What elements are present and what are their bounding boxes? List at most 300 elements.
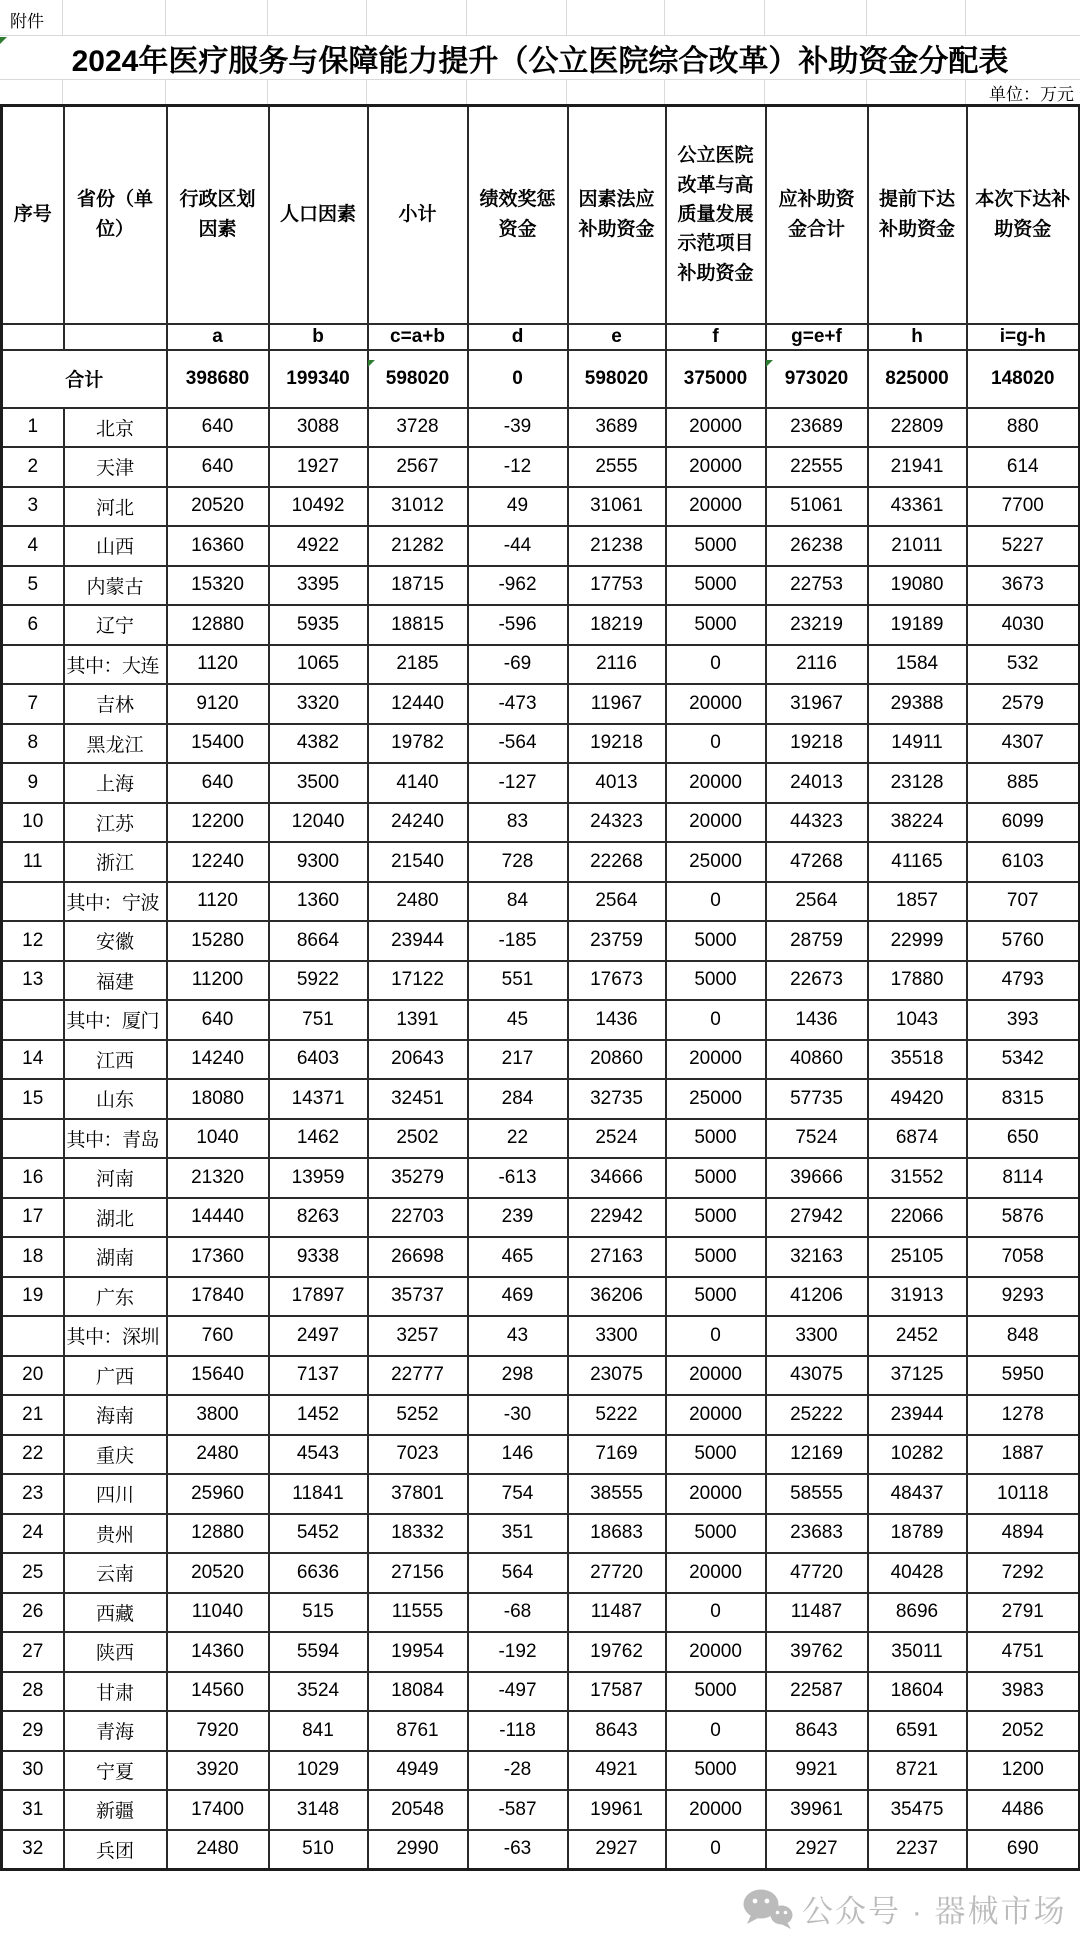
- value-cell: 83: [468, 803, 568, 843]
- seq-cell: 28: [2, 1672, 64, 1712]
- value-cell: 23944: [368, 921, 468, 961]
- value-cell: 690: [967, 1830, 1080, 1870]
- value-cell: 2480: [368, 882, 468, 922]
- value-cell: 7292: [967, 1553, 1080, 1593]
- total-row: [2, 350, 1080, 408]
- value-cell: 10282: [868, 1435, 967, 1475]
- value-cell: 5935: [269, 605, 368, 645]
- value-cell: 5950: [967, 1356, 1080, 1396]
- value-cell: 760: [167, 1316, 269, 1356]
- value-cell: 4751: [967, 1632, 1080, 1672]
- province-cell: 云南: [64, 1553, 167, 1593]
- value-cell: 15400: [167, 724, 269, 764]
- col-header-factor-method-fund: 因素法应补助资金: [568, 106, 666, 324]
- value-cell: 510: [269, 1830, 368, 1870]
- value-cell: 5876: [967, 1198, 1080, 1238]
- seq-cell: [2, 1119, 64, 1159]
- value-cell: 2564: [766, 882, 868, 922]
- value-cell: 2555: [568, 447, 666, 487]
- table-row: [2, 1000, 1080, 1040]
- table-row: [2, 1079, 1080, 1119]
- value-cell: 18789: [868, 1514, 967, 1554]
- value-cell: 35279: [368, 1158, 468, 1198]
- seq-cell: 26: [2, 1593, 64, 1633]
- province-cell: 贵州: [64, 1514, 167, 1554]
- value-cell: 6636: [269, 1553, 368, 1593]
- value-cell: -192: [468, 1632, 568, 1672]
- value-cell: 20520: [167, 487, 269, 527]
- province-cell: 广东: [64, 1277, 167, 1317]
- value-cell: 20548: [368, 1790, 468, 1830]
- value-cell: 18332: [368, 1514, 468, 1554]
- value-cell: -69: [468, 645, 568, 685]
- seq-cell: 29: [2, 1711, 64, 1751]
- table-row: [2, 1751, 1080, 1791]
- funding-table: [0, 104, 1080, 1871]
- value-cell: 4793: [967, 961, 1080, 1001]
- table-row: [2, 1119, 1080, 1159]
- value-cell: 469: [468, 1277, 568, 1317]
- watermark-text: 公众号 · 器械市场: [802, 1894, 1067, 1929]
- value-cell: 393: [967, 1000, 1080, 1040]
- value-cell: 640: [167, 447, 269, 487]
- table-row: [2, 1040, 1080, 1080]
- error-marker-icon: [766, 360, 773, 367]
- value-cell: 515: [269, 1593, 368, 1633]
- value-cell: 0: [666, 1316, 766, 1356]
- wechat-icon: [742, 1888, 794, 1930]
- col-header-province: 省份（单位）: [64, 106, 167, 324]
- value-cell: 2185: [368, 645, 468, 685]
- table-row: [2, 1672, 1080, 1712]
- value-cell: 47720: [766, 1553, 868, 1593]
- value-cell: 4486: [967, 1790, 1080, 1830]
- value-cell: 1278: [967, 1395, 1080, 1435]
- value-cell: 18084: [368, 1672, 468, 1712]
- value-cell: 12880: [167, 605, 269, 645]
- value-cell: 8263: [269, 1198, 368, 1238]
- table-row: [2, 1435, 1080, 1475]
- table-row: [2, 1553, 1080, 1593]
- value-cell: -473: [468, 684, 568, 724]
- value-cell: 1462: [269, 1119, 368, 1159]
- value-cell: 27163: [568, 1237, 666, 1277]
- value-cell: 35518: [868, 1040, 967, 1080]
- seq-cell: 15: [2, 1079, 64, 1119]
- value-cell: 24323: [568, 803, 666, 843]
- value-cell: 11487: [568, 1593, 666, 1633]
- seq-cell: [2, 1316, 64, 1356]
- value-cell: 38555: [568, 1474, 666, 1514]
- value-cell: 48437: [868, 1474, 967, 1514]
- table-row: [2, 1711, 1080, 1751]
- value-cell: 37125: [868, 1356, 967, 1396]
- value-cell: 17400: [167, 1790, 269, 1830]
- seq-cell: 7: [2, 684, 64, 724]
- formula-row: [2, 324, 1080, 350]
- seq-cell: 30: [2, 1751, 64, 1791]
- value-cell: 2116: [766, 645, 868, 685]
- value-cell: 27942: [766, 1198, 868, 1238]
- value-cell: 40860: [766, 1040, 868, 1080]
- province-cell: 河北: [64, 487, 167, 527]
- value-cell: 14440: [167, 1198, 269, 1238]
- value-cell: 23944: [868, 1395, 967, 1435]
- formula-cell: [2, 324, 64, 350]
- value-cell: -12: [468, 447, 568, 487]
- value-cell: 4382: [269, 724, 368, 764]
- formula-cell: d: [468, 324, 568, 350]
- table-row: [2, 961, 1080, 1001]
- province-cell: 兵团: [64, 1830, 167, 1870]
- table-row: [2, 447, 1080, 487]
- value-cell: 1200: [967, 1751, 1080, 1791]
- value-cell: 23219: [766, 605, 868, 645]
- value-cell: 8696: [868, 1593, 967, 1633]
- value-cell: 8643: [766, 1711, 868, 1751]
- table-row: [2, 921, 1080, 961]
- value-cell: 19782: [368, 724, 468, 764]
- value-cell: 17360: [167, 1237, 269, 1277]
- value-cell: 25105: [868, 1237, 967, 1277]
- value-cell: 2502: [368, 1119, 468, 1159]
- value-cell: 11967: [568, 684, 666, 724]
- province-cell: 陕西: [64, 1632, 167, 1672]
- value-cell: 14360: [167, 1632, 269, 1672]
- value-cell: 39961: [766, 1790, 868, 1830]
- value-cell: 2116: [568, 645, 666, 685]
- table-row: [2, 1356, 1080, 1396]
- value-cell: 14911: [868, 724, 967, 764]
- value-cell: 20000: [666, 1632, 766, 1672]
- value-cell: 17840: [167, 1277, 269, 1317]
- value-cell: 1065: [269, 645, 368, 685]
- value-cell: 43: [468, 1316, 568, 1356]
- value-cell: 1029: [269, 1751, 368, 1791]
- value-cell: 15320: [167, 566, 269, 606]
- value-cell: 18080: [167, 1079, 269, 1119]
- province-cell: 其中：深圳: [64, 1316, 167, 1356]
- value-cell: 650: [967, 1119, 1080, 1159]
- value-cell: 20000: [666, 1395, 766, 1435]
- header-row: [2, 106, 1080, 324]
- value-cell: 44323: [766, 803, 868, 843]
- value-cell: 4307: [967, 724, 1080, 764]
- province-cell: 湖北: [64, 1198, 167, 1238]
- value-cell: 14560: [167, 1672, 269, 1712]
- value-cell: 20860: [568, 1040, 666, 1080]
- value-cell: 3257: [368, 1316, 468, 1356]
- province-cell: 北京: [64, 408, 167, 448]
- value-cell: 1120: [167, 645, 269, 685]
- value-cell: 12440: [368, 684, 468, 724]
- table-row: [2, 803, 1080, 843]
- value-cell: 8761: [368, 1711, 468, 1751]
- seq-cell: 6: [2, 605, 64, 645]
- value-cell: 1040: [167, 1119, 269, 1159]
- value-cell: 5452: [269, 1514, 368, 1554]
- formula-cell: e: [568, 324, 666, 350]
- value-cell: 20000: [666, 1040, 766, 1080]
- value-cell: 12169: [766, 1435, 868, 1475]
- value-cell: 5000: [666, 605, 766, 645]
- unit-note: 单位：万元: [989, 85, 1074, 104]
- value-cell: 3689: [568, 408, 666, 448]
- value-cell: 29388: [868, 684, 967, 724]
- value-cell: 4894: [967, 1514, 1080, 1554]
- value-cell: -39: [468, 408, 568, 448]
- table-row: [2, 645, 1080, 685]
- province-cell: 其中：厦门: [64, 1000, 167, 1040]
- value-cell: 49420: [868, 1079, 967, 1119]
- title-row: [0, 36, 1080, 79]
- value-cell: 10118: [967, 1474, 1080, 1514]
- value-cell: 58555: [766, 1474, 868, 1514]
- value-cell: 31061: [568, 487, 666, 527]
- value-cell: 3320: [269, 684, 368, 724]
- value-cell: 2579: [967, 684, 1080, 724]
- value-cell: 5227: [967, 526, 1080, 566]
- seq-cell: 13: [2, 961, 64, 1001]
- total-label-cell: 合计: [2, 350, 167, 408]
- value-cell: 21238: [568, 526, 666, 566]
- province-cell: 重庆: [64, 1435, 167, 1475]
- value-cell: 2567: [368, 447, 468, 487]
- seq-cell: 5: [2, 566, 64, 606]
- value-cell: 14371: [269, 1079, 368, 1119]
- value-cell: 5000: [666, 1751, 766, 1791]
- value-cell: 0: [666, 882, 766, 922]
- value-cell: 22268: [568, 842, 666, 882]
- value-cell: 7700: [967, 487, 1080, 527]
- value-cell: 17587: [568, 1672, 666, 1712]
- province-cell: 辽宁: [64, 605, 167, 645]
- value-cell: 2052: [967, 1711, 1080, 1751]
- value-cell: 1857: [868, 882, 967, 922]
- table-row: [2, 1593, 1080, 1633]
- value-cell: 6103: [967, 842, 1080, 882]
- value-cell: 3728: [368, 408, 468, 448]
- table-row: [2, 1237, 1080, 1277]
- province-cell: 河南: [64, 1158, 167, 1198]
- value-cell: 22809: [868, 408, 967, 448]
- province-cell: 广西: [64, 1356, 167, 1396]
- value-cell: 3673: [967, 566, 1080, 606]
- value-cell: 564: [468, 1553, 568, 1593]
- table-row: [2, 1316, 1080, 1356]
- attachment-label: 附件: [10, 12, 44, 31]
- province-cell: 安徽: [64, 921, 167, 961]
- value-cell: 19218: [766, 724, 868, 764]
- value-cell: 0: [666, 1830, 766, 1870]
- value-cell: 9120: [167, 684, 269, 724]
- value-cell: 22777: [368, 1356, 468, 1396]
- value-cell: 18219: [568, 605, 666, 645]
- value-cell: 10492: [269, 487, 368, 527]
- value-cell: 22587: [766, 1672, 868, 1712]
- value-cell: 11841: [269, 1474, 368, 1514]
- value-cell: 14240: [167, 1040, 269, 1080]
- value-cell: 18683: [568, 1514, 666, 1554]
- table-row: [2, 566, 1080, 606]
- value-cell: 20000: [666, 1553, 766, 1593]
- formula-cell: i=g-h: [967, 324, 1080, 350]
- value-cell: 38224: [868, 803, 967, 843]
- province-cell: 山西: [64, 526, 167, 566]
- value-cell: 36206: [568, 1277, 666, 1317]
- value-cell: 465: [468, 1237, 568, 1277]
- value-cell: 284: [468, 1079, 568, 1119]
- value-cell: 45: [468, 1000, 568, 1040]
- total-value-cell: 598020: [568, 350, 666, 408]
- value-cell: 3800: [167, 1395, 269, 1435]
- value-cell: 2927: [766, 1830, 868, 1870]
- value-cell: 5594: [269, 1632, 368, 1672]
- value-cell: 20000: [666, 763, 766, 803]
- value-cell: 2791: [967, 1593, 1080, 1633]
- value-cell: 15280: [167, 921, 269, 961]
- value-cell: 7524: [766, 1119, 868, 1159]
- value-cell: 19080: [868, 566, 967, 606]
- value-cell: 0: [666, 645, 766, 685]
- province-cell: 其中：宁波: [64, 882, 167, 922]
- value-cell: 2497: [269, 1316, 368, 1356]
- value-cell: 21282: [368, 526, 468, 566]
- formula-cell: h: [868, 324, 967, 350]
- value-cell: 11555: [368, 1593, 468, 1633]
- formula-cell: b: [269, 324, 368, 350]
- value-cell: 34666: [568, 1158, 666, 1198]
- value-cell: 9300: [269, 842, 368, 882]
- value-cell: 57735: [766, 1079, 868, 1119]
- province-cell: 海南: [64, 1395, 167, 1435]
- province-cell: 甘肃: [64, 1672, 167, 1712]
- value-cell: 35011: [868, 1632, 967, 1672]
- value-cell: 3395: [269, 566, 368, 606]
- value-cell: 23075: [568, 1356, 666, 1396]
- province-cell: 山东: [64, 1079, 167, 1119]
- value-cell: 841: [269, 1711, 368, 1751]
- value-cell: 4140: [368, 763, 468, 803]
- col-header-seq: 序号: [2, 106, 64, 324]
- value-cell: 2237: [868, 1830, 967, 1870]
- value-cell: 2452: [868, 1316, 967, 1356]
- value-cell: 0: [666, 1593, 766, 1633]
- value-cell: 1436: [766, 1000, 868, 1040]
- value-cell: 31012: [368, 487, 468, 527]
- value-cell: 18715: [368, 566, 468, 606]
- value-cell: 8114: [967, 1158, 1080, 1198]
- table-row: [2, 1395, 1080, 1435]
- value-cell: 27720: [568, 1553, 666, 1593]
- value-cell: 23683: [766, 1514, 868, 1554]
- value-cell: 885: [967, 763, 1080, 803]
- value-cell: 217: [468, 1040, 568, 1080]
- value-cell: 19762: [568, 1632, 666, 1672]
- value-cell: -587: [468, 1790, 568, 1830]
- province-cell: 宁夏: [64, 1751, 167, 1791]
- value-cell: -63: [468, 1830, 568, 1870]
- col-header-total-due-fund: 应补助资金合计: [766, 106, 868, 324]
- province-cell: 福建: [64, 961, 167, 1001]
- value-cell: 19954: [368, 1632, 468, 1672]
- value-cell: -962: [468, 566, 568, 606]
- total-value-cell: 199340: [269, 350, 368, 408]
- value-cell: 20000: [666, 1474, 766, 1514]
- value-cell: -44: [468, 526, 568, 566]
- value-cell: 32163: [766, 1237, 868, 1277]
- value-cell: -30: [468, 1395, 568, 1435]
- value-cell: 20520: [167, 1553, 269, 1593]
- value-cell: 1043: [868, 1000, 967, 1040]
- value-cell: 614: [967, 447, 1080, 487]
- value-cell: 41165: [868, 842, 967, 882]
- value-cell: 6591: [868, 1711, 967, 1751]
- seq-cell: 17: [2, 1198, 64, 1238]
- value-cell: 3524: [269, 1672, 368, 1712]
- value-cell: 5000: [666, 1514, 766, 1554]
- error-marker-icon: [0, 37, 7, 44]
- value-cell: 20000: [666, 447, 766, 487]
- value-cell: 5000: [666, 1237, 766, 1277]
- seq-cell: 16: [2, 1158, 64, 1198]
- value-cell: 25000: [666, 1079, 766, 1119]
- table-row: [2, 763, 1080, 803]
- value-cell: 24240: [368, 803, 468, 843]
- table-row: [2, 1474, 1080, 1514]
- value-cell: 9338: [269, 1237, 368, 1277]
- value-cell: 3300: [568, 1316, 666, 1356]
- value-cell: 6403: [269, 1040, 368, 1080]
- value-cell: 20000: [666, 1790, 766, 1830]
- value-cell: 12040: [269, 803, 368, 843]
- seq-cell: 20: [2, 1356, 64, 1396]
- seq-cell: 9: [2, 763, 64, 803]
- province-cell: 其中：青岛: [64, 1119, 167, 1159]
- seq-cell: [2, 1000, 64, 1040]
- value-cell: 1436: [568, 1000, 666, 1040]
- formula-cell: [64, 324, 167, 350]
- province-cell: 江西: [64, 1040, 167, 1080]
- table-wrapper: [0, 104, 1080, 1871]
- value-cell: 39762: [766, 1632, 868, 1672]
- seq-cell: 11: [2, 842, 64, 882]
- value-cell: -185: [468, 921, 568, 961]
- value-cell: 3920: [167, 1751, 269, 1791]
- table-row: [2, 408, 1080, 448]
- value-cell: -68: [468, 1593, 568, 1633]
- formula-cell: a: [167, 324, 269, 350]
- value-cell: 49: [468, 487, 568, 527]
- value-cell: 7023: [368, 1435, 468, 1475]
- value-cell: 23128: [868, 763, 967, 803]
- value-cell: -28: [468, 1751, 568, 1791]
- value-cell: 23759: [568, 921, 666, 961]
- value-cell: 35737: [368, 1277, 468, 1317]
- value-cell: 1391: [368, 1000, 468, 1040]
- value-cell: 1360: [269, 882, 368, 922]
- table-row: [2, 487, 1080, 527]
- value-cell: 22555: [766, 447, 868, 487]
- seq-cell: 18: [2, 1237, 64, 1277]
- page-title: 2024年医疗服务与保障能力提升（公立医院综合改革）补助资金分配表: [71, 44, 1009, 78]
- seq-cell: 27: [2, 1632, 64, 1672]
- value-cell: 20643: [368, 1040, 468, 1080]
- province-cell: 青海: [64, 1711, 167, 1751]
- value-cell: 47268: [766, 842, 868, 882]
- value-cell: 84: [468, 882, 568, 922]
- formula-cell: c=a+b: [368, 324, 468, 350]
